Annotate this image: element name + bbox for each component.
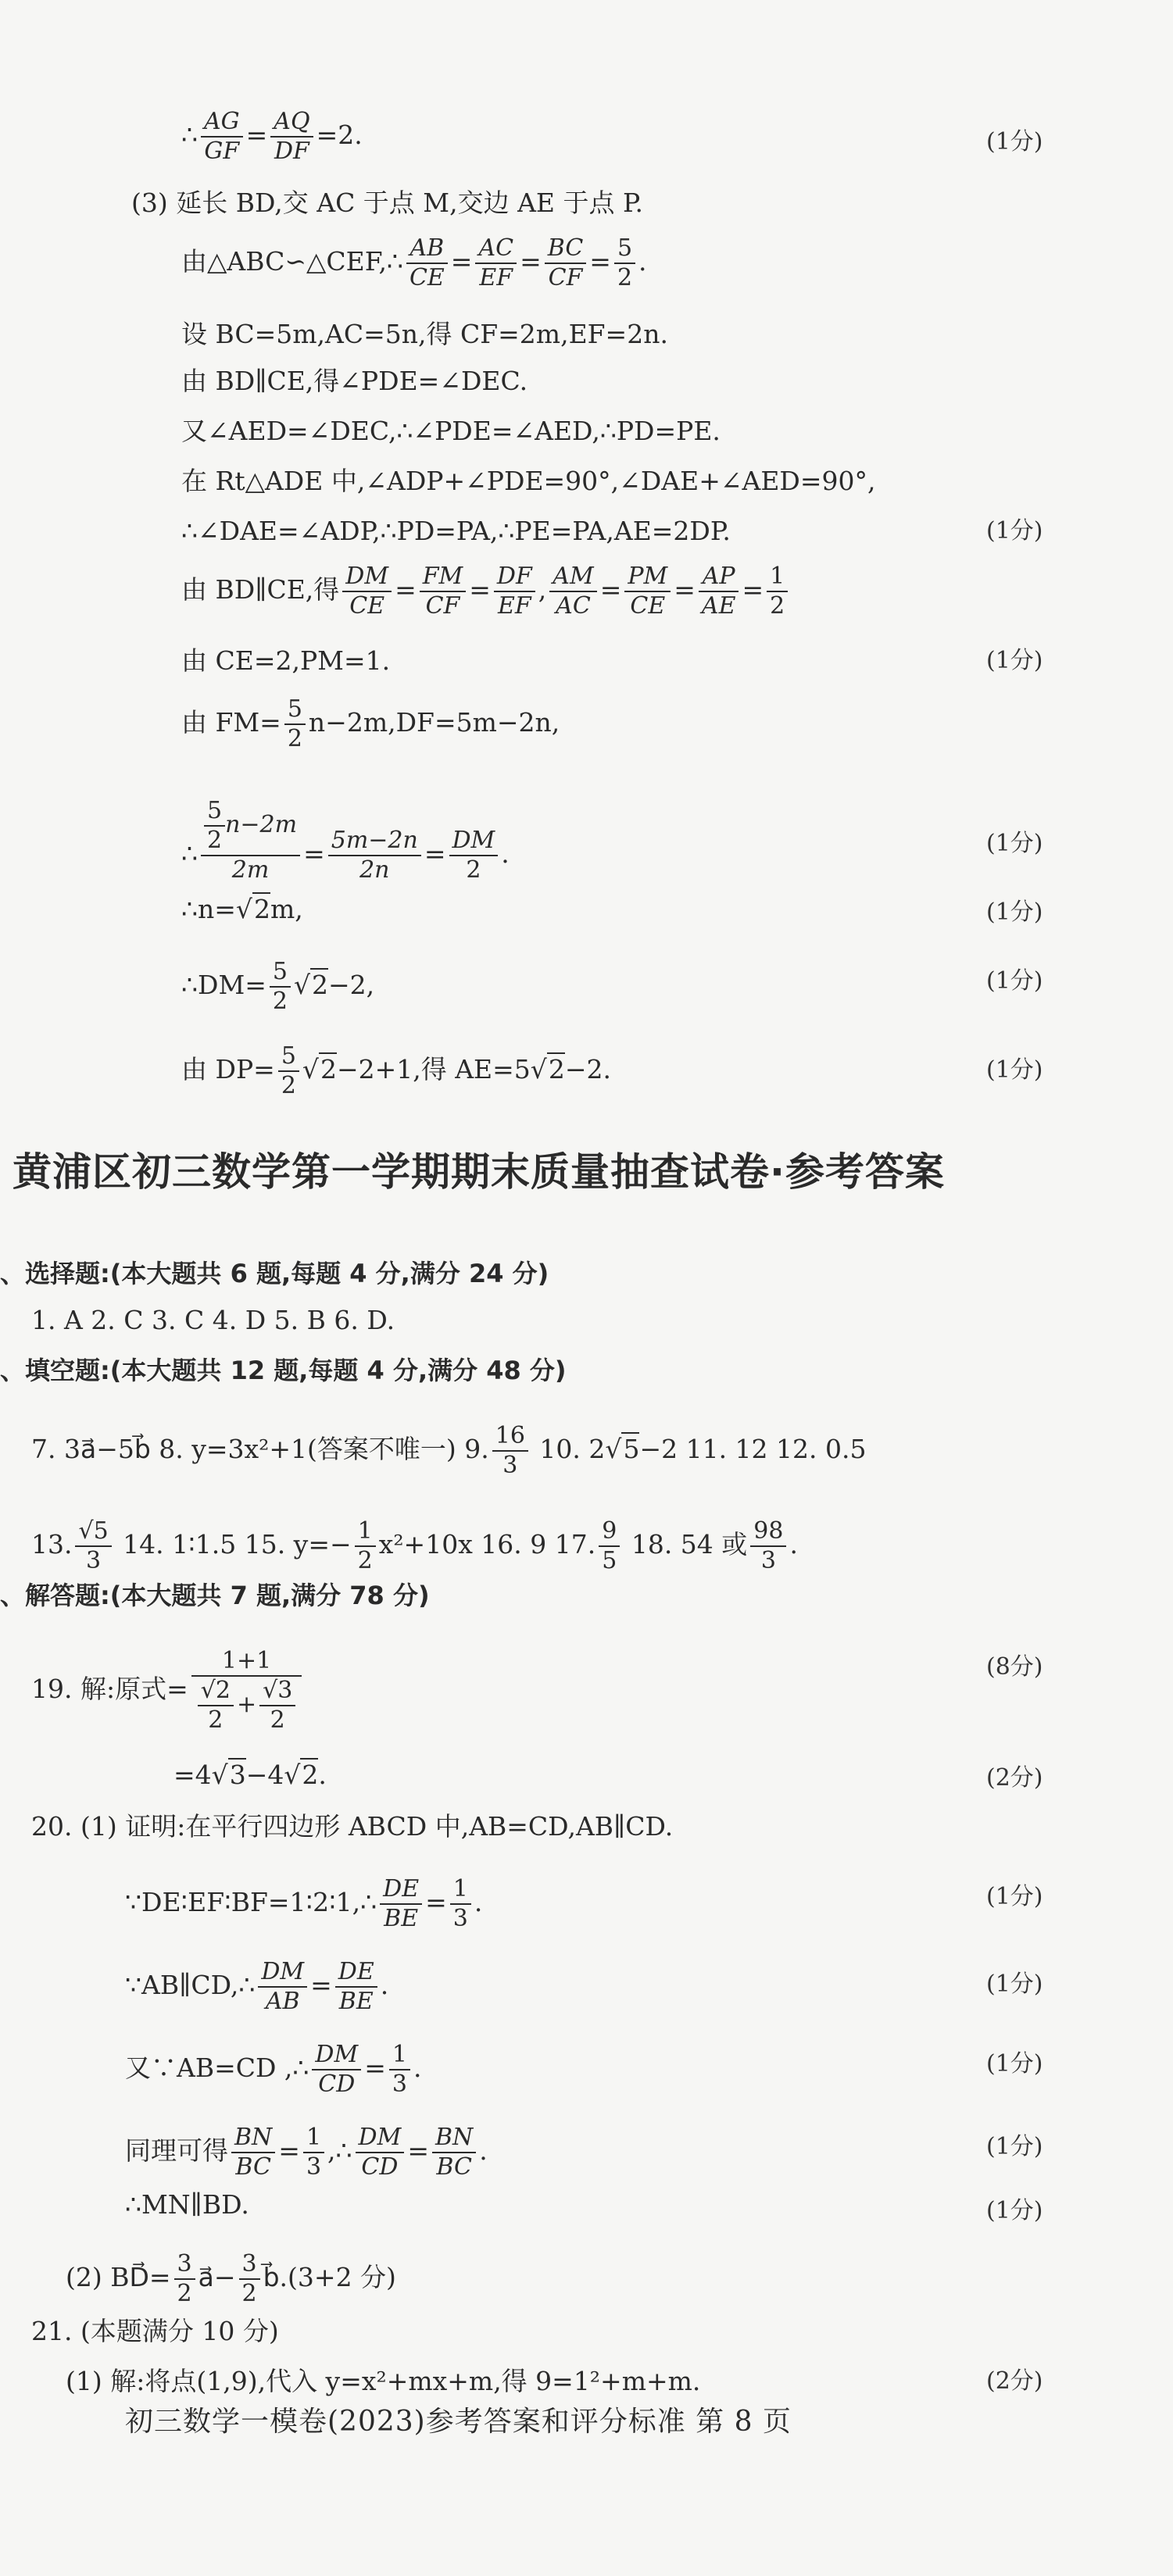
fraction: $\frac{5}{2}$	[270, 958, 291, 1016]
score-mark: (1分)	[986, 830, 1043, 857]
q20-line-2: ∵DE∶EF∶BF=1∶2∶1,∴ $\frac{DE}{BE}$ = $\frac{1}{3}$ .	[125, 1875, 483, 1932]
section-heading: 、填空题:(本大题共 12 题,每题 4 分,满分 48 分)	[0, 1356, 567, 1385]
fraction: $\frac{9}{5}$	[599, 1517, 620, 1575]
fraction: $\frac{DM}{CE}$	[342, 563, 392, 620]
fraction: $\frac{FM}{CF}$	[420, 563, 467, 620]
fraction: $\frac{16}{3}$	[492, 1422, 528, 1480]
fraction: $\frac{AC}{EF}$	[475, 234, 517, 292]
fill-answers-1: 7. 3a⃗−5b⃗ 8. y=3x²+1(答案不唯一) 9. $\frac{16}{3}$ 10. 2√5−2 11. 12 12. 0.5	[31, 1422, 867, 1479]
score-mark: (1分)	[986, 647, 1043, 674]
section-heading: 、选择题:(本大题共 6 题,每题 4 分,满分 24 分)	[0, 1259, 549, 1288]
text-line: ∴∠DAE=∠ADP,∴PD=PA,∴PE=PA,AE=2DP.	[181, 516, 731, 546]
eq-line-11: 由 FM= $\frac{5}{2}$ n−2m,DF=5m−2n,	[181, 695, 560, 752]
score-mark: (8分)	[986, 1653, 1043, 1681]
fraction: $\frac{5}{2}$	[284, 695, 306, 753]
text-line: (1) 解:将点(1,9),代入 y=x²+mx+m,得 9=1²+m+m.	[66, 2366, 701, 2396]
fraction: $\frac{5}{2}$	[278, 1042, 299, 1100]
choice-answers: 1. A 2. C 3. C 4. D 5. B 6. D.	[31, 1305, 395, 1335]
fraction: $\frac{PM}{CE}$	[624, 563, 671, 620]
fraction: $\frac{DM}{2}$	[449, 827, 499, 884]
text-line: (3) 延长 BD,交 AC 于点 M,交边 AE 于点 P.	[131, 188, 643, 218]
score-mark: (2分)	[986, 2367, 1043, 2395]
q20-line-4: 又∵AB=CD ,∴ $\frac{DM}{CD}$ = $\frac{1}{3}$ .	[125, 2041, 422, 2098]
q20-line-7: (2) BD⃗= $\frac{3}{2}$ a⃗− $\frac{3}{2}$ b⃗.(3+2 分)	[66, 2250, 396, 2307]
q20-line-5: 同理可得 $\frac{BN}{BC}$ = $\frac{1}{3}$ ,∴ $\frac{DM}{CD}$ = $\frac{BN}{BC}$ .	[125, 2124, 488, 2181]
q20-line-3: ∵AB∥CD,∴ $\frac{DM}{AB}$ = $\frac{DE}{BE}$ .	[125, 1958, 389, 2015]
complex-fraction: 1+1 $\frac{√2}{2}$ + $\frac{√3}{2}$	[191, 1647, 302, 1735]
section-heading: 、解答题:(本大题共 7 题,满分 78 分)	[0, 1581, 430, 1610]
fill-answers-2: 13. $\frac{√5}{3}$ 14. 1∶1.5 15. y=− $\frac{1}{2}$ x²+10x 16. 9 17. $\frac{9}{5}$ 18. 54 或 $\frac{98}{3}$ .	[31, 1517, 798, 1574]
q19-line-2: =4√3−4√2.	[173, 1760, 327, 1790]
score-mark: (1分)	[986, 967, 1043, 995]
score-mark: (1分)	[986, 517, 1043, 545]
q19-line-1: 19. 解:原式= 1+1 $\frac{√2}{2}$ + $\frac{√3}{2}$	[31, 1647, 305, 1735]
eq-line-12: ∴ $\frac{5}{2}$ n−2m 2m = $\frac{5m-2n}{2n}$ = $\frac{DM}{2}$ .	[181, 797, 510, 884]
page-title: 黄浦区初三数学第一学期期末质量抽查试卷·参考答案	[13, 1149, 945, 1195]
text-line: 由 CE=2,PM=1.	[181, 645, 391, 676]
fraction: $\frac{AP}{AE}$	[699, 563, 739, 620]
text-line: 设 BC=5m,AC=5n,得 CF=2m,EF=2n.	[181, 319, 668, 349]
therefore-symbol: ∴	[181, 120, 198, 150]
fraction: $\frac{BC}{CF}$	[545, 234, 587, 292]
text-line: 20. (1) 证明:在平行四边形 ABCD 中,AB=CD,AB∥CD.	[31, 1811, 674, 1842]
score-mark: (1分)	[986, 128, 1043, 155]
score-mark: (1分)	[986, 2050, 1043, 2078]
eq-line-1: ∴ $\frac{AG}{GF}$ = $\frac{AQ}{DF}$ =2.	[181, 108, 363, 165]
eq-line-15: 由 DP= $\frac{5}{2}$ √2−2+1,得 AE=5√2−2.	[181, 1042, 611, 1099]
fraction: $\frac{98}{3}$	[750, 1517, 786, 1575]
eq-line-3: 由△ABC∽△CEF,∴ $\frac{AB}{CE}$ = $\frac{AC}{EF}$ = $\frac{BC}{CF}$ = $\frac{5}{2}$ .	[181, 234, 647, 291]
fraction: $\frac{AM}{AC}$	[549, 563, 596, 620]
score-mark: (2分)	[986, 1764, 1043, 1792]
eq-line-14: ∴DM= $\frac{5}{2}$ √2−2,	[181, 958, 375, 1015]
fraction: $\frac{1}{2}$	[767, 563, 788, 620]
page-footer: 初三数学一模卷(2023)参考答案和评分标准 第 8 页	[125, 2406, 792, 2438]
score-mark: (1分)	[986, 2133, 1043, 2160]
text-line: 在 Rt△ADE 中,∠ADP+∠PDE=90°,∠DAE+∠AED=90°,	[181, 466, 876, 496]
fraction: $\frac{√5}{3}$	[75, 1517, 111, 1575]
eq-line-9: 由 BD∥CE,得 $\frac{DM}{CE}$ = $\frac{FM}{CF}$ = $\frac{DF}{EF}$ , $\frac{AM}{AC}$ = $\frac{PM}{CE}$ = $\frac{AP}{AE}$ = $\frac{1}{2}$	[181, 563, 791, 620]
fraction: $\frac{5m-2n}{2n}$	[328, 827, 421, 884]
fraction: $\frac{AQ}{DF}$	[270, 108, 313, 166]
score-mark: (1分)	[986, 1970, 1043, 1998]
score-mark: (1分)	[986, 2197, 1043, 2224]
score-mark: (1分)	[986, 1883, 1043, 1910]
fraction: $\frac{1}{2}$	[355, 1517, 376, 1575]
score-mark: (1分)	[986, 1056, 1043, 1084]
score-mark: (1分)	[986, 899, 1043, 926]
fraction: $\frac{AB}{CE}$	[406, 234, 448, 292]
complex-fraction: $\frac{5}{2}$ n−2m 2m	[201, 797, 300, 884]
text-line: 21. (本题满分 10 分)	[31, 2316, 279, 2346]
text-line: ∴MN∥BD.	[125, 2189, 249, 2220]
text-line: 又∠AED=∠DEC,∴∠PDE=∠AED,∴PD=PE.	[181, 416, 721, 446]
eq-line-13: ∴n=√2m,	[181, 894, 303, 924]
fraction: $\frac{AG}{GF}$	[201, 108, 243, 166]
fraction: $\frac{DF}{EF}$	[494, 563, 535, 620]
fraction: $\frac{5}{2}$	[614, 234, 635, 292]
text-line: 由 BD∥CE,得∠PDE=∠DEC.	[181, 366, 528, 396]
